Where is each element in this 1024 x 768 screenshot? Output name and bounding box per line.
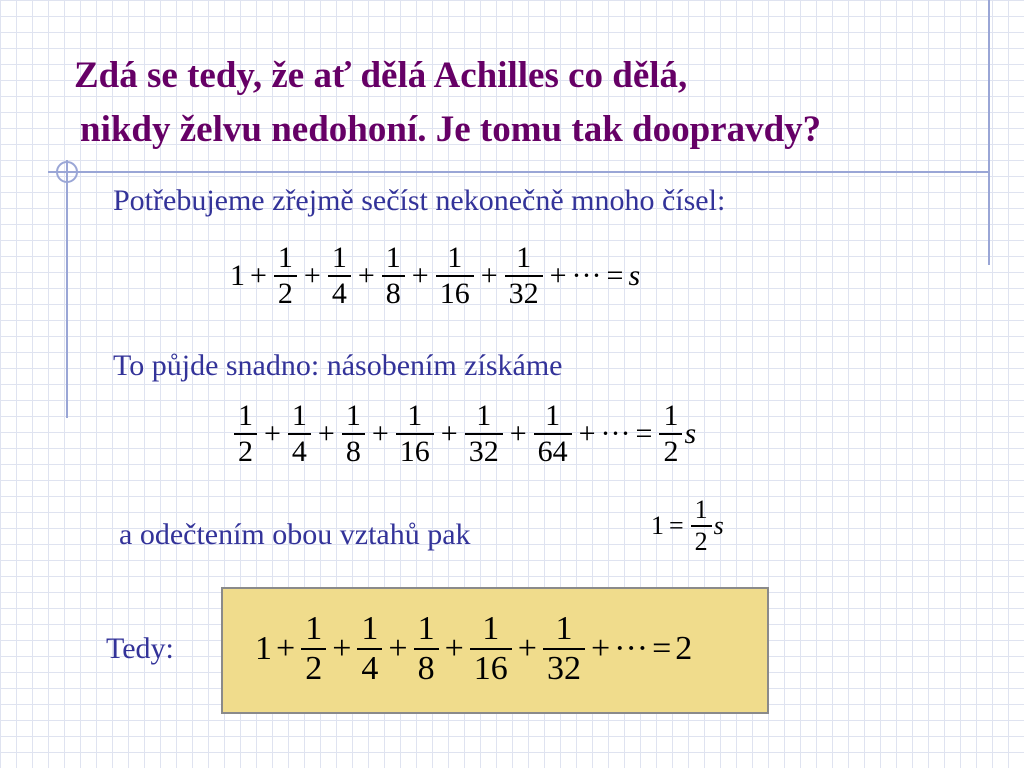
fraction: $\frac{1}{4}$ (328, 241, 351, 311)
fraction: $\frac{1}{2}$ (659, 399, 682, 469)
equation-half-sum (232, 399, 696, 469)
plus-sign: + (371, 416, 389, 450)
ellipsis: ··· (571, 258, 602, 292)
decorative-vertical-line-left (66, 160, 68, 418)
plus-sign: + (250, 258, 267, 292)
ellipsis: ··· (600, 416, 631, 450)
text-sum-intro: Potřebujeme zřejmě sečíst nekonečně mnoho čísel: (113, 184, 726, 217)
variable-s: s (628, 258, 641, 292)
plus-sign: + (388, 629, 408, 667)
equation-infinite-sum (230, 241, 640, 311)
plus-sign: + (480, 258, 498, 292)
plus-sign: + (303, 258, 321, 292)
ellipsis: ··· (614, 629, 649, 667)
fraction: $\frac{1}{32}$ (543, 610, 585, 688)
result-value: 2 (675, 629, 693, 667)
slide-title-line-2: nikdy želvu nedohoní. Je tomu tak doopravdy? (80, 109, 822, 150)
plus-sign: + (517, 629, 537, 667)
fraction: $\frac{1}{8}$ (382, 241, 405, 311)
slide-title-line-1: Zdá se tedy, že ať dělá Achilles co dělá, (74, 55, 688, 96)
plus-sign: + (276, 629, 296, 667)
fraction: $\frac{1}{32}$ (465, 399, 503, 469)
plus-sign: + (317, 416, 335, 450)
plus-sign: + (264, 416, 281, 450)
variable-s: s (684, 416, 697, 450)
plus-sign: + (357, 258, 375, 292)
equation-result (255, 610, 692, 688)
plus-sign: + (332, 629, 352, 667)
decorative-circle (56, 161, 78, 183)
fraction: $\frac{1}{16}$ (396, 399, 434, 469)
fraction: $\frac{1}{64}$ (534, 399, 572, 469)
fraction: $\frac{1}{4}$ (357, 610, 382, 688)
fraction: $\frac{1}{16}$ (470, 610, 512, 688)
decorative-horizontal-line (48, 171, 988, 173)
fraction: $\frac{1}{2}$ (691, 495, 712, 557)
equation-difference (651, 495, 724, 557)
equals-sign: = (635, 416, 653, 450)
equals-sign: = (652, 629, 672, 667)
fraction: $\frac{1}{32}$ (505, 241, 543, 311)
text-subtract-intro: a odečtením obou vztahů pak (119, 518, 471, 551)
plus-sign: + (549, 258, 567, 292)
plus-sign: + (411, 258, 429, 292)
plus-sign: + (440, 416, 458, 450)
plus-sign: + (444, 629, 464, 667)
variable-s: s (713, 510, 724, 540)
difference-lhs: 1 (651, 510, 664, 540)
result-lead: 1 (255, 629, 272, 667)
fraction: $\frac{1}{4}$ (288, 399, 311, 469)
decorative-vertical-line-right (988, 0, 990, 265)
text-multiply-intro: To půjde snadno: násobením získáme (113, 349, 563, 382)
fraction: $\frac{1}{16}$ (436, 241, 474, 311)
plus-sign: + (578, 416, 596, 450)
equals-sign: = (606, 258, 624, 292)
sum-lead: 1 (230, 258, 245, 292)
plus-sign: + (509, 416, 527, 450)
equals-sign: = (669, 510, 684, 540)
fraction: $\frac{1}{2}$ (274, 241, 297, 311)
plus-sign: + (590, 629, 611, 667)
text-conclusion-label: Tedy: (106, 632, 174, 665)
fraction: $\frac{1}{2}$ (234, 399, 257, 469)
fraction: $\frac{1}{8}$ (342, 399, 365, 469)
fraction: $\frac{1}{8}$ (414, 610, 439, 688)
fraction: $\frac{1}{2}$ (301, 610, 326, 688)
